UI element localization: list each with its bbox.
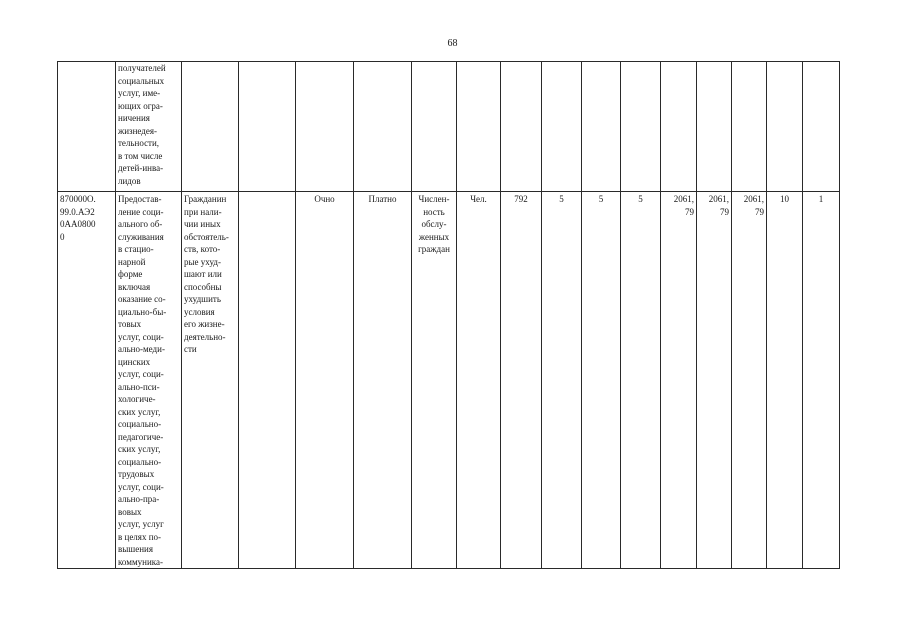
cell bbox=[661, 62, 697, 192]
page-number: 68 bbox=[447, 38, 458, 49]
cell bbox=[501, 62, 542, 192]
cell-price-1: 2061, 79 bbox=[661, 192, 697, 569]
cell-value-3: 5 bbox=[621, 192, 661, 569]
cell bbox=[732, 62, 767, 192]
cell bbox=[767, 62, 803, 192]
cell-value-1: 5 bbox=[542, 192, 582, 569]
services-table bbox=[57, 61, 840, 569]
cell bbox=[354, 62, 412, 192]
cell-deviation-abs: 1 bbox=[803, 192, 840, 569]
cell bbox=[457, 62, 501, 192]
cell bbox=[239, 62, 296, 192]
cell-form: Очно bbox=[296, 192, 354, 569]
cell-service-continued: получателей социальных услуг, име- ющих огра- ничения жизнедея- тельности, в том числе детей-инва- лидов bbox=[116, 62, 182, 192]
cell-payment: Платно bbox=[354, 192, 412, 569]
cell-price-2: 2061, 79 bbox=[697, 192, 732, 569]
cell bbox=[412, 62, 457, 192]
cell-price-3: 2061, 79 bbox=[732, 192, 767, 569]
cell bbox=[296, 62, 354, 192]
cell-service-name: Предостав- ление соци- ального об- служивания в стацио- нарной форме включая оказание со- циально-бы- товых услуг, соци- ально-меди- цинских услуг, соци- ально-пси- хологиче- ских услуг, социально- педагогиче- ских услуг, социально- трудовых услуг, соци- ально-пра- вовых услуг, услуг в целях по- вышения коммуника- bbox=[116, 192, 182, 569]
cell bbox=[182, 62, 239, 192]
cell-value-2: 5 bbox=[582, 192, 621, 569]
cell-empty bbox=[239, 192, 296, 569]
cell bbox=[621, 62, 661, 192]
cell bbox=[697, 62, 732, 192]
cell-registry-code: 870000О. 99.0.АЭ2 0АА0800 0 bbox=[58, 192, 116, 569]
cell-recipients: Гражданин при нали- чии иных обстоятель- ств, кото- рые ухуд- шают или способны ухудшить условия его жизне- деятельно- сти bbox=[182, 192, 239, 569]
cell bbox=[582, 62, 621, 192]
table-row bbox=[58, 62, 840, 192]
cell bbox=[803, 62, 840, 192]
cell-okei-code: 792 bbox=[501, 192, 542, 569]
cell-indicator: Числен- ность обслу- женных граждан bbox=[412, 192, 457, 569]
cell-unit: Чел. bbox=[457, 192, 501, 569]
cell bbox=[542, 62, 582, 192]
cell-code bbox=[58, 62, 116, 192]
table-row bbox=[58, 192, 840, 569]
cell-deviation-percent: 10 bbox=[767, 192, 803, 569]
